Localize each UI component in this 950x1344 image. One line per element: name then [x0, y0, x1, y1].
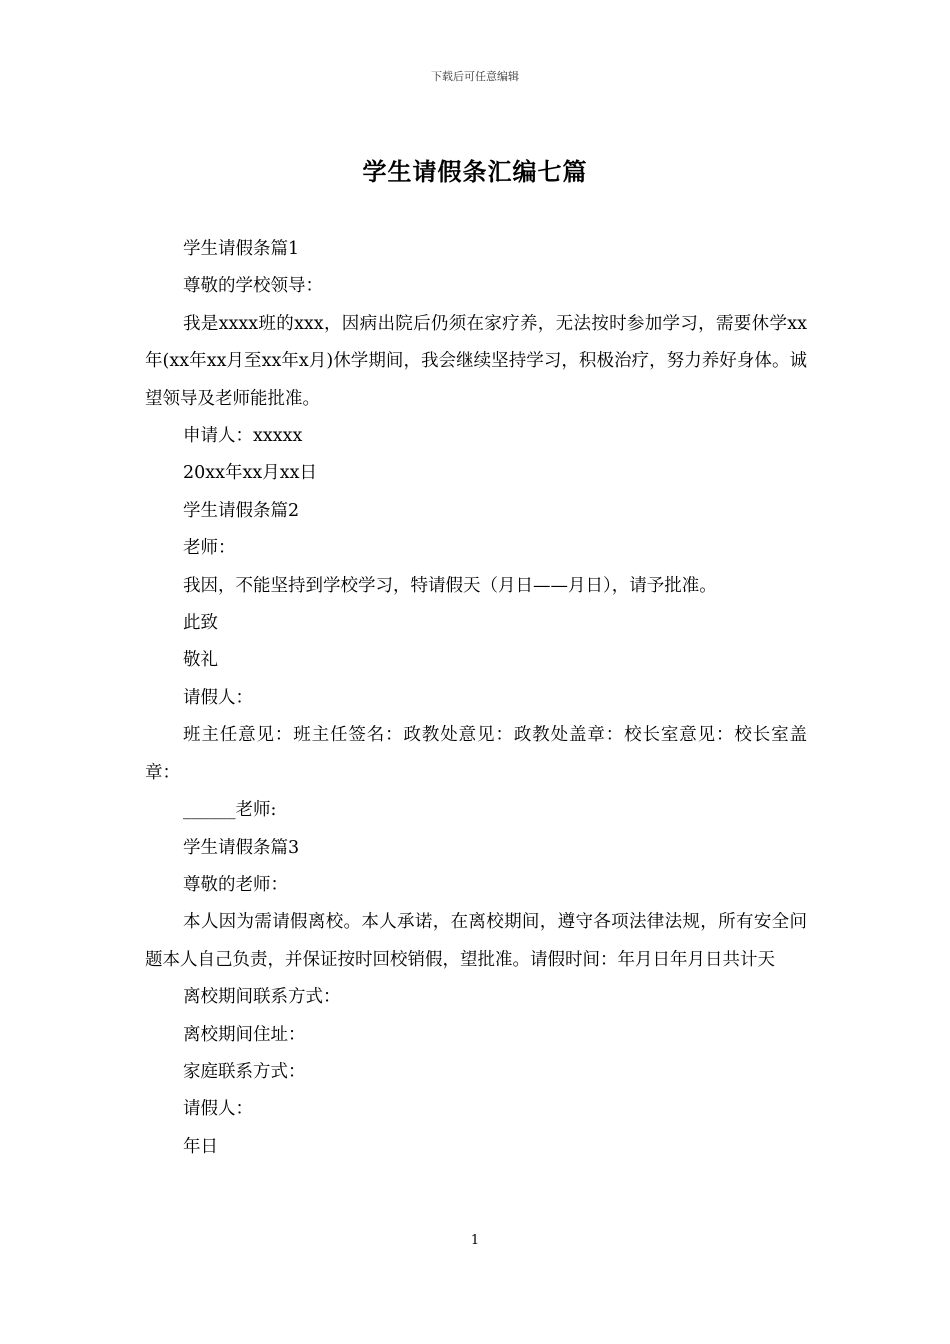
approval-paragraph: 班主任意见：班主任签名：政教处意见：政教处盖章：校长室意见：校长室盖章： — [145, 725, 807, 783]
body-paragraph: 我是xxxx班的xxx，因病出院后仍须在家疗养，无法按时参加学习，需要休学xx年(xx年xx月至xx年x月)休学期间，我会继续坚持学习，积极治疗，努力养好身体。诚望领导及老师能批准。 — [145, 313, 807, 409]
teacher-line: ______老师: — [183, 800, 277, 821]
date-line: 20xx年xx月xx日 — [183, 463, 317, 484]
header-note: 下载后可任意编辑 — [431, 70, 519, 83]
salutation: 尊敬的学校领导： — [183, 276, 323, 297]
closing-line: 此致 — [183, 613, 218, 634]
contact-line: 离校期间联系方式： — [183, 987, 341, 1008]
body-paragraph: 我因，不能坚持到学校学习，特请假天（月日——月日），请予批准。 — [183, 575, 717, 596]
family-contact-line: 家庭联系方式： — [183, 1061, 306, 1082]
section-heading: 学生请假条篇1 — [183, 239, 300, 259]
body-paragraph: 本人因为需请假离校。本人承诺，在离校期间，遵守各项法律法规，所有安全问题本人自己负责，并保证按时回校销假，望批准。请假时间：年月日年月日共计天 — [145, 912, 807, 970]
applicant-line: 申请人：xxxxx — [183, 426, 303, 447]
section-heading: 学生请假条篇2 — [183, 500, 300, 521]
applicant-line: 请假人： — [183, 1099, 253, 1120]
salutation: 尊敬的老师： — [183, 874, 288, 895]
date-line: 年日 — [183, 1136, 218, 1157]
address-line: 离校期间住址： — [183, 1024, 306, 1045]
document-title: 学生请假条汇编七篇 — [362, 157, 588, 186]
section-heading: 学生请假条篇3 — [183, 837, 300, 858]
page-number: 1 — [470, 1233, 480, 1248]
applicant-line: 请假人： — [183, 687, 253, 708]
salutation: 老师： — [183, 538, 236, 559]
document-body — [145, 231, 807, 1166]
closing-line: 敬礼 — [183, 650, 218, 671]
